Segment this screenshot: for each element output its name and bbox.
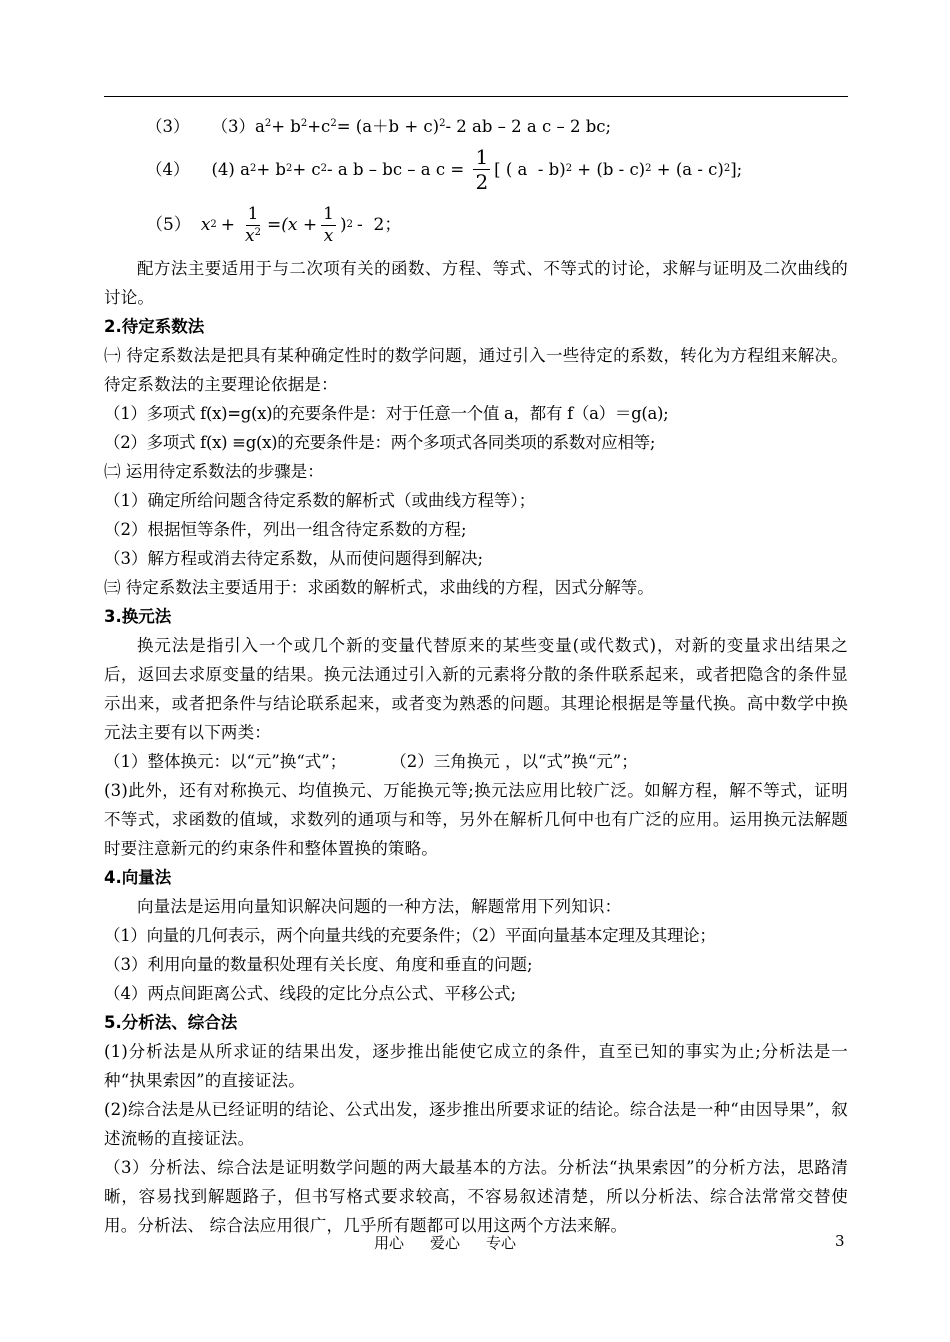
section-3-item-1: （1）整体换元：以“元”换“式”； (104, 752, 347, 771)
sup: 2 (254, 226, 262, 238)
section-3-intro: 换元法是指引入一个或几个新的变量代替原来的某些变量(或代数式)，对新的变量求出结果之后，返回去求原变量的结果。换元法通过引入新的元素将分散的条件联系起来，或者把隐含的条件显示出来，或者把条件与结论联系起来，或者变为熟悉的问题。其理论根据是等量代换。高中数学中换元法主要有以下两类： (104, 636, 848, 742)
fraction-one-half (473, 144, 490, 194)
paragraph-peifang: 配方法主要适用于与二次项有关的函数、方程、等式、不等式的讨论，求解与证明及二次曲线的讨论。 (104, 259, 848, 307)
section-4-item-1: （1）向量的几何表示，两个向量共线的充要条件；（2）平面向量基本定理及其理论； (104, 926, 716, 945)
section-3-items-row (104, 747, 848, 776)
section-heading-5: 5.分析法、综合法 (104, 1013, 238, 1032)
section-2-step-head: ㈡ 运用待定系数法的步骤是： (104, 462, 324, 481)
formula-3-lead: （3）a (211, 117, 265, 136)
formula-5: （5） x 2 + $\frac{1}{x^2}$ =(x + $\frac{1}{x}$ ) 2 - 2； (146, 203, 402, 246)
footer-motto-1: 用心 (374, 1234, 405, 1252)
formula-4-lead: (4) a (211, 159, 250, 179)
section-4-intro: 向量法是运用向量知识解决问题的一种方法，解题常用下列知识： (137, 897, 622, 916)
fraction-one-over-x (321, 203, 336, 246)
section-2-apply: ㈢ 待定系数法主要适用于：求函数的解析式，求曲线的方程，因式分解等。 (104, 578, 654, 597)
section-heading-3: 3.换元法 (104, 607, 172, 626)
formula-3-label: （3） (146, 117, 190, 136)
formula-4-part: + c (292, 159, 321, 179)
fraction-denominator: 2 (475, 169, 489, 194)
section-heading-4: 4.向量法 (104, 868, 172, 887)
footer-motto (374, 1232, 516, 1253)
header-rule (104, 96, 848, 97)
fraction-numerator: 1 (475, 144, 489, 169)
section-2-intro: ㈠ 待定系数法是把具有某种确定性时的数学问题，通过引入一些待定的系数，转化为方程组来解决。待定系数法的主要理论依据是： (104, 346, 848, 394)
section-2-step-3: （3）解方程或消去待定系数，从而使问题得到解决; (104, 549, 484, 568)
formula-5-label: （5） (146, 214, 191, 235)
fraction-one-over-x-squared (243, 203, 263, 246)
formula-4: （4） (4) a 2 + b 2 + c 2 - a b – bc – a c = $\frac{1}{2}$ [ ( a - b) 2 + (b - c) 2 + (a - c) 2 ]; (146, 144, 743, 194)
section-3-item-2: （2）三角换元 ，以“式”换“元”； (390, 752, 638, 771)
fraction-numerator: 1 (247, 203, 259, 224)
formula-4-part: - a b – bc – a c = (327, 159, 470, 179)
footer-motto-3: 专心 (486, 1234, 517, 1252)
footer-motto-2: 爱心 (430, 1234, 461, 1252)
formula-3-part: + b (271, 117, 301, 136)
sup: 2 (300, 118, 308, 129)
formula-5-part: =(x + (267, 214, 318, 235)
section-5-item-3: （3）分析法、综合法是证明数学问题的两大最基本的方法。分析法“执果索因”的分析方法，思路清晰，容易找到解题路子，但书写格式要求较高，不容易叙述清楚，所以分析法、综合法常常交替使用。分析法、 综合法应用很广，几乎所有题都可以用这两个方法来解。 (104, 1158, 848, 1235)
formula-4-part: ]; (730, 159, 743, 179)
fraction-denominator (243, 226, 263, 245)
section-3-item-3: (3)此外，还有对称换元、均值换元、万能换元等;换元法应用比较广泛。如解方程，解不等式，证明不等式，求函数的值域，求数列的通项与和等，另外在解析几何中也有广泛的应用。运用换元法解题时要注意新元的约束条件和整体置换的策略。 (104, 781, 848, 858)
sup: 2 (439, 118, 446, 129)
formula-4-part: + (a - c) (651, 159, 724, 179)
formula-5-plus: + (220, 214, 236, 235)
sup: 2 (330, 118, 337, 129)
section-2-item-2: （2）多项式 f(x) ≡g(x)的充要条件是：两个多项式各同类项的系数对应相等; (104, 433, 656, 452)
formula-5-close: ) (339, 214, 347, 235)
section-4-item-3: （4）两点间距离公式、线段的定比分点公式、平移公式; (104, 984, 517, 1003)
formula-4-label: （4） (146, 159, 190, 179)
section-heading-2: 2.待定系数法 (104, 317, 205, 336)
formula-4-part: + b (256, 159, 286, 179)
section-2-item-1: （1）多项式 f(x)=g(x)的充要条件是：对于任意一个值 a，都有 f（a）＝g(a); (104, 404, 669, 423)
section-2-step-1: （1）确定所给问题含待定系数的解析式（或曲线方程等）； (104, 491, 536, 510)
fraction-denominator: x (323, 225, 334, 246)
formula-5-var: x (200, 214, 211, 235)
section-2-step-2: （2）根据恒等条件，列出一组含待定系数的方程; (104, 520, 467, 539)
sup: 2 (264, 118, 272, 129)
section-4-item-2: （3）利用向量的数量积处理有关长度、角度和垂直的问题; (104, 955, 533, 974)
section-5-item-2: (2)综合法是从已经证明的结论、公式出发，逐步推出所要求证的结论。综合法是一种“由因导果”，叙述流畅的直接证法。 (104, 1100, 848, 1148)
formula-3-part: - 2 ab – 2 a c – 2 bc; (445, 117, 612, 136)
fraction-numerator: 1 (323, 203, 334, 224)
formula-4-part: [ ( a - b) (494, 159, 566, 179)
page-number: 3 (835, 1232, 845, 1250)
page-content (104, 112, 848, 1240)
formula-3-part: +c (307, 117, 331, 136)
formula-3 (104, 112, 848, 142)
formula-3-part: = (a＋b + c) (336, 117, 440, 136)
formula-5-part: - 2； (356, 214, 402, 235)
formula-4-part: + (b - c) (572, 159, 646, 179)
section-5-item-1: (1)分析法是从所求证的结果出发，逐步推出能使它成立的条件，直至已知的事实为止;分析法是一种“执果索因”的直接证法。 (104, 1042, 848, 1090)
formula-5-var: x (245, 225, 255, 246)
